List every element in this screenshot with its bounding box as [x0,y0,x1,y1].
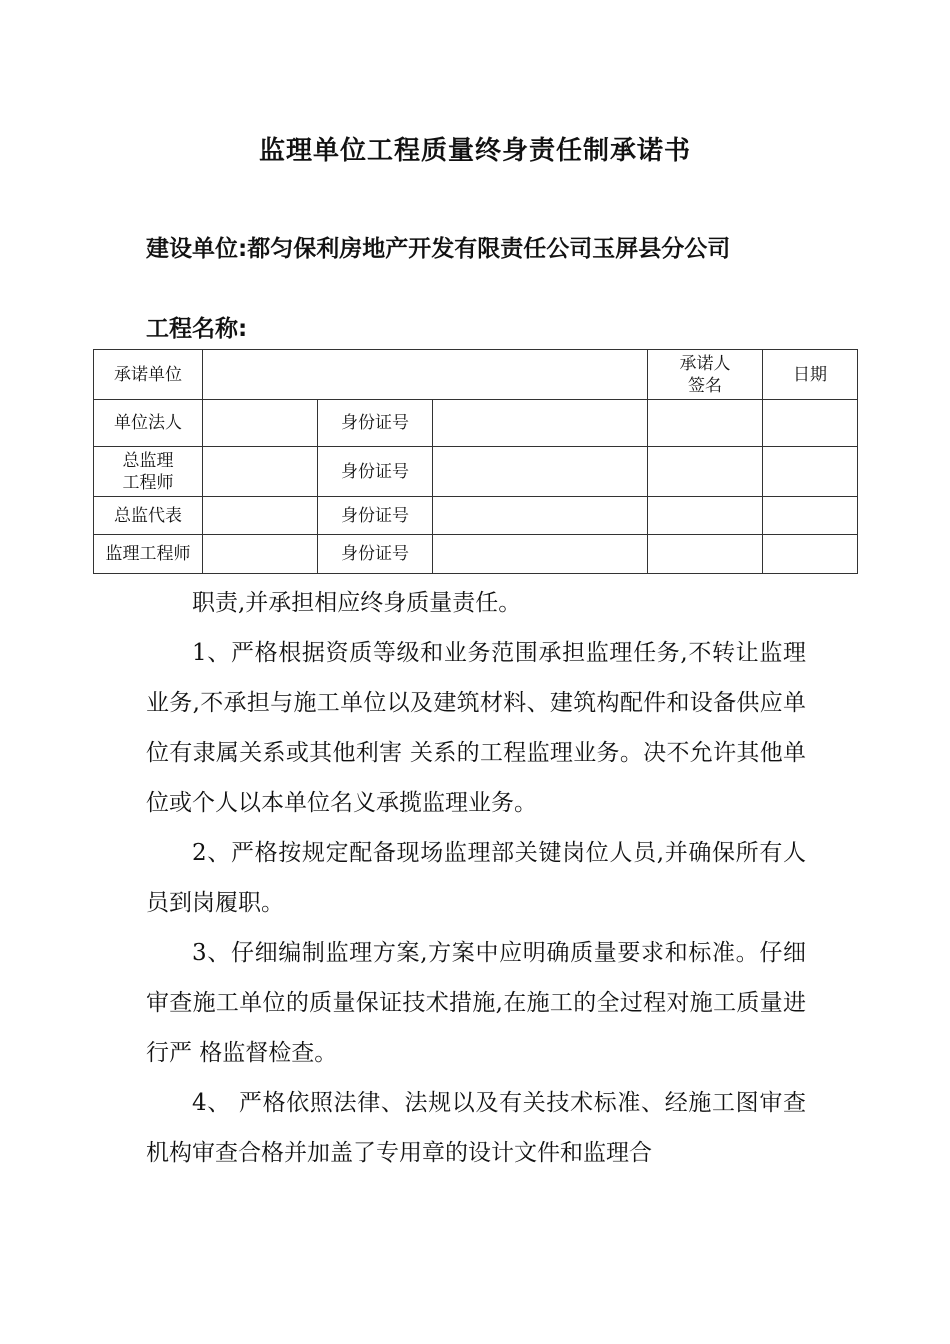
date-cell [763,497,858,535]
unit-value-cell [203,350,648,400]
paragraph: 4、 严格依照法律、法规以及有关技术标准、经施工图审查机构审查合格并加盖了专用章的设计文件和监理合 [146,1090,806,1166]
date-cell [763,447,858,497]
construction-unit-value: 都匀保利房地产开发有限责任公司玉屏县分公司 [247,236,731,262]
role-cell: 单位法人 [94,400,203,447]
project-name-label: 工程名称: [146,316,248,342]
id-value-cell [433,535,648,574]
paragraph: 2、严格按规定配备现场监理部关键岗位人员,并确保所有人员到岗履职。 [146,840,806,916]
id-label-cell: 身份证号 [318,400,433,447]
date-label-cell: 日期 [763,350,858,400]
signature-cell [648,447,763,497]
id-label-cell: 身份证号 [318,447,433,497]
date-cell [763,400,858,447]
unit-label-cell: 承诺单位 [94,350,203,400]
id-label-cell: 身份证号 [318,535,433,574]
table-row [94,447,858,497]
id-value-cell [433,497,648,535]
paragraph: 1、严格根据资质等级和业务范围承担监理任务,不转让监理业务,不承担与施工单位以及建筑材料、建筑构配件和设备供应单位有隶属关系或其他利害 关系的工程监理业务。决不允许其他单位或个人以本单位名义承揽监理业务。 [146,640,806,816]
paragraph: 3、仔细编制监理方案,方案中应明确质量要求和标准。仔细审查施工单位的质量保证技术措施,在施工的全过程对施工质量进行严 格监督检查。 [146,940,806,1066]
name-cell [203,447,318,497]
name-cell [203,535,318,574]
role-cell: 总监代表 [94,497,203,535]
table-row [94,400,858,447]
role-cell: 监理工程师 [94,535,203,574]
construction-unit-label: 建设单位: [146,236,248,262]
role-line2: 工程师 [122,472,174,493]
table-row [94,535,858,574]
signer-label-line2: 签名 [688,375,722,396]
name-cell [203,400,318,447]
id-value-cell [433,447,648,497]
page-title: 监理单位工程质量终身责任制承诺书 [258,136,691,166]
signer-label-line1: 承诺人 [679,353,731,374]
table-row [94,497,858,535]
construction-unit-field [146,224,806,274]
table-header-row [94,350,858,400]
id-label-cell: 身份证号 [318,497,433,535]
id-value-cell [433,400,648,447]
date-cell [763,535,858,574]
role-cell [94,447,203,497]
project-name-field [146,310,247,343]
signature-cell [648,400,763,447]
paragraph: 职责,并承担相应终身质量责任。 [192,590,522,616]
role-line1: 总监理 [122,450,174,471]
signature-cell [648,497,763,535]
commitment-table [93,349,858,574]
signature-cell [648,535,763,574]
name-cell [203,497,318,535]
signer-label-cell [648,350,763,400]
commitment-body [146,578,806,1178]
